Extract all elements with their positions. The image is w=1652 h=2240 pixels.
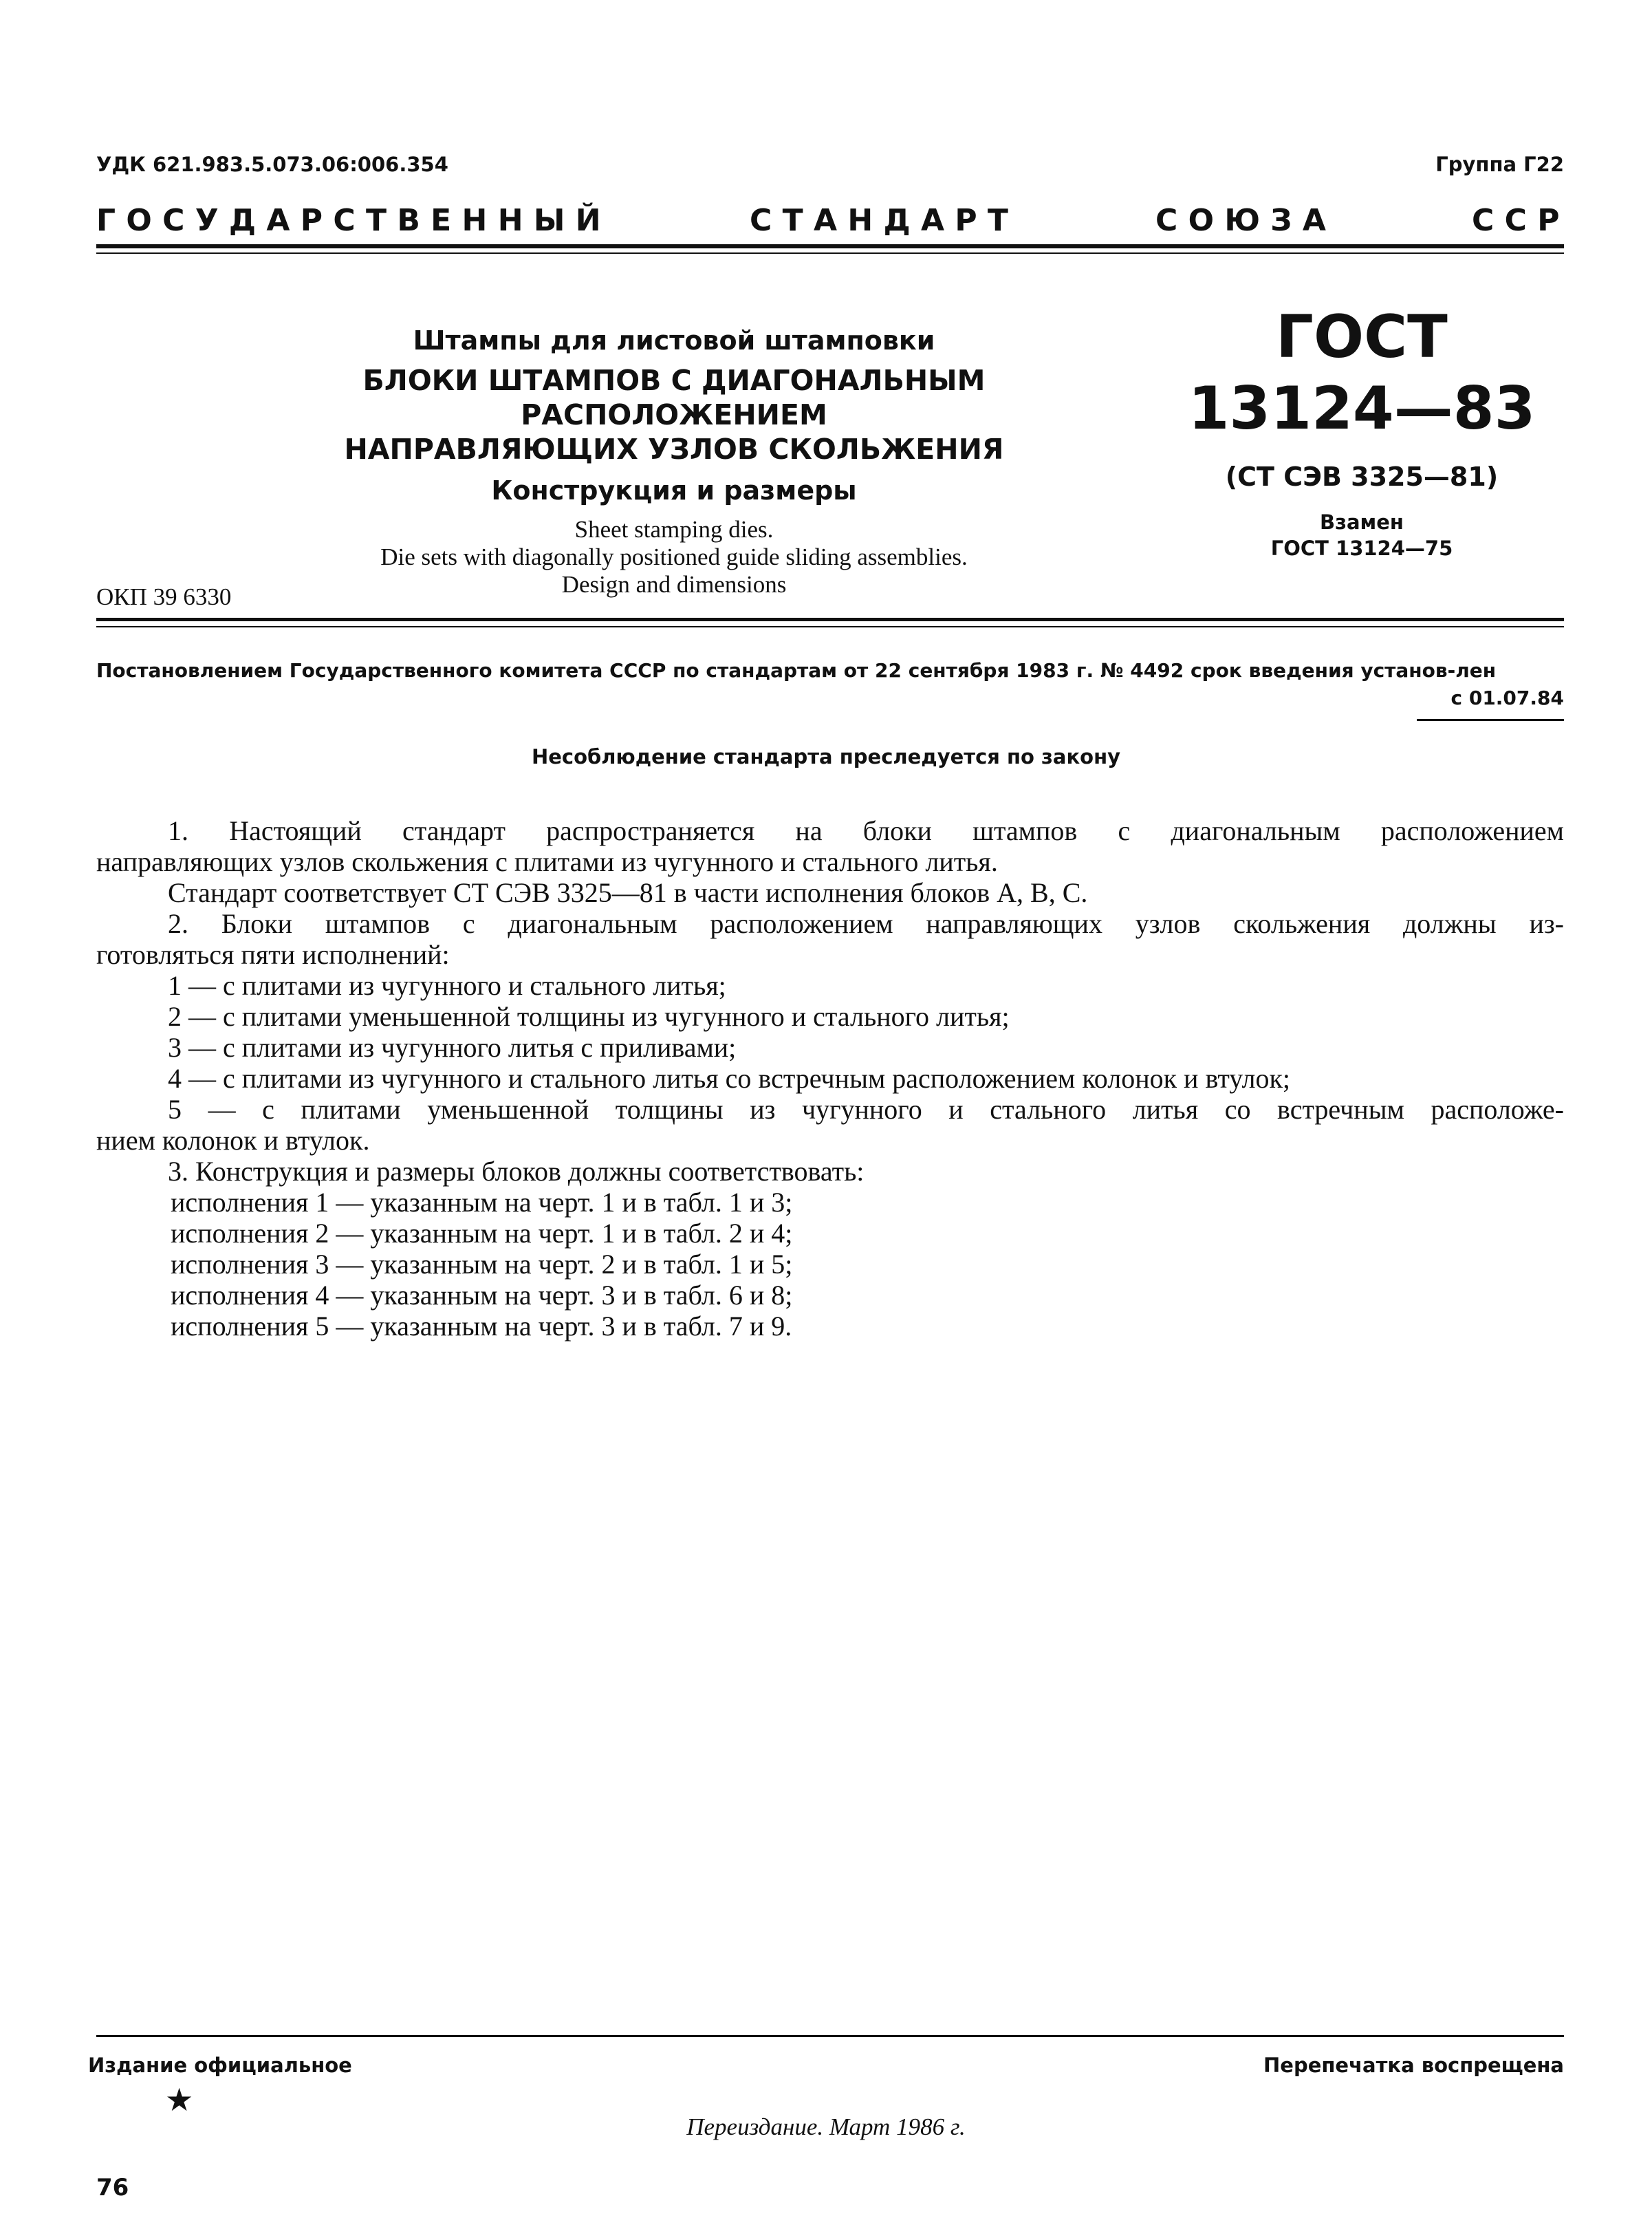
list-item: 3 — с плитами из чугунного литья с приливами; [168, 1032, 737, 1063]
decree-date: с 01.07.84 [1450, 687, 1564, 709]
paragraph-3: 3. Конструкция и размеры блоков должны соответствовать: [168, 1156, 865, 1187]
footer-rule [96, 2035, 1564, 2037]
list-item: 4 — с плитами из чугунного и стального литья со встречным расположением колонок и втулок; [168, 1063, 1291, 1094]
decree-date-underline [1417, 719, 1564, 721]
title-subtitle: Конструкция и размеры [491, 475, 857, 506]
replaces-standard: ГОСТ 13124—75 [1270, 537, 1453, 560]
version-item: исполнения 5 — указанным на черт. 3 и в табл. 7 и 9. [171, 1311, 792, 1342]
body-text [96, 815, 1564, 1342]
replaces-label: Взамен [1320, 510, 1404, 534]
paragraph-2-line-1: 2. Блоки штампов с диагональным расположением направляющих узлов скольжения должны из- [168, 908, 1564, 939]
gost-label: ГОСТ [1276, 303, 1448, 371]
gost-number: 13124—83 [1188, 374, 1536, 443]
banner-rule-thin [96, 252, 1564, 254]
reissue-note: Переиздание. Март 1986 г. [686, 2113, 966, 2140]
banner-word-ussr: С С Р [1472, 203, 1560, 238]
official-edition: Издание официальное [88, 2054, 352, 2077]
reprint-prohibited: Перепечатка воспрещена [1263, 2054, 1564, 2077]
legal-warning: Несоблюдение стандарта преследуется по закону [531, 745, 1121, 768]
paragraph-2-line-2: готовляться пяти исполнений: [96, 939, 450, 970]
list-item-5-line-2: нием колонок и втулок. [96, 1125, 370, 1156]
paragraph-1-line-2: направляющих узлов скольжения с плитами из чугунного и стального литья. [96, 846, 998, 877]
page-number: 76 [96, 2174, 129, 2201]
decree-text: Постановлением Государственного комитета СССР по стандартам от 22 сентября 1983 г. № 4492 срок введения установ-лен [96, 659, 1497, 682]
list-item-5-line-1: 5 — с плитами уменьшенной толщины из чугунного и стального литья со встречным расположе- [168, 1094, 1564, 1125]
title-english-2: Die sets with diagonally positioned guide sliding assemblies. [380, 543, 968, 570]
banner-word-standard: С Т А Н Д А Р Т [750, 203, 1008, 238]
title-block [227, 323, 1121, 599]
designation-block [1183, 303, 1541, 561]
banner-word-state: Г О С У Д А Р С Т В Е Н Н Ы Й [96, 203, 601, 238]
title-category: Штампы для листовой штамповки [413, 325, 935, 356]
version-item: исполнения 4 — указанным на черт. 3 и в табл. 6 и 8; [171, 1280, 793, 1311]
udk-code: УДК 621.983.5.073.06:006.354 [96, 153, 448, 176]
list-item: 1 — с плитами из чугунного и стального литья; [168, 970, 726, 1001]
title-main-line2: НАПРАВЛЯЮЩИХ УЗЛОВ СКОЛЬЖЕНИЯ [344, 433, 1004, 466]
paragraph-1-line-1: 1. Настоящий стандарт распространяется на блоки штампов с диагональным расположением [168, 815, 1564, 846]
banner-word-union: С О Ю З А [1155, 203, 1326, 238]
title-english-1: Sheet stamping dies. [574, 516, 774, 543]
section-rule-thin [96, 626, 1564, 627]
title-main-line1: БЛОКИ ШТАМПОВ С ДИАГОНАЛЬНЫМ РАСПОЛОЖЕНИЕМ [362, 364, 986, 431]
version-item: исполнения 2 — указанным на черт. 1 и в табл. 2 и 4; [171, 1218, 793, 1249]
okp-code: ОКП 39 6330 [96, 583, 232, 610]
standard-banner [96, 203, 1564, 240]
star-icon: ★ [165, 2082, 194, 2118]
sev-reference: (СТ СЭВ 3325—81) [1225, 462, 1499, 492]
banner-rule-thick [96, 244, 1564, 248]
paragraph-1-compliance: Стандарт соответствует СТ СЭВ 3325—81 в части исполнения блоков А, В, С. [168, 877, 1088, 908]
version-item: исполнения 1 — указанным на черт. 1 и в табл. 1 и 3; [171, 1187, 793, 1218]
section-rule-thick [96, 618, 1564, 621]
group-code: Группа Г22 [1435, 153, 1564, 176]
title-english-3: Design and dimensions [561, 571, 787, 598]
version-item: исполнения 3 — указанным на черт. 2 и в табл. 1 и 5; [171, 1249, 793, 1280]
list-item: 2 — с плитами уменьшенной толщины из чугунного и стального литья; [168, 1001, 1010, 1032]
